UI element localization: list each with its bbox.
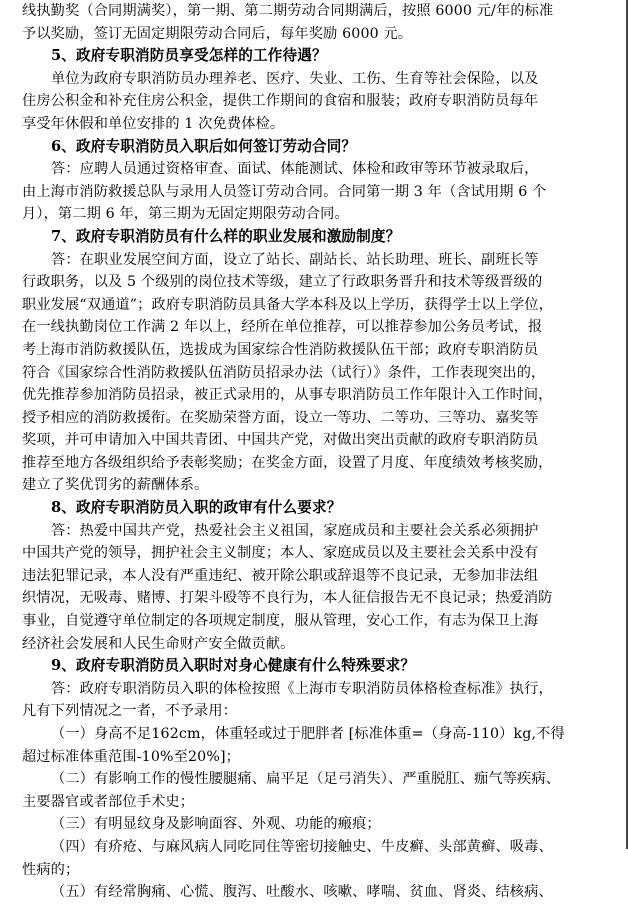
- paragraph-line: 职业发展“双通道”；政府专职消防员具备大学本科及以上学历，获得学士以上学位，: [22, 296, 553, 313]
- section-heading: 9、政府专职消防员入职时对身心健康有什么特殊要求？: [51, 657, 416, 675]
- paragraph-line: 行政职务，以及 5 个级别的岗位技术等级，建立了行政职务晋升和技术等级晋级的: [22, 274, 543, 291]
- paragraph-line: （二）有影响工作的慢性腰腿痛、扁平足（足弓消失）、严重脱肛、痂气等疾病、: [51, 771, 561, 788]
- section-heading: 7、政府专职消防员有什么样的职业发展和激励制度？: [51, 227, 401, 245]
- paragraph-line: 超过标准体重范围-10%至20%]；: [22, 748, 240, 765]
- paragraph-line: 主要器官或者部位手术史；: [22, 793, 195, 810]
- paragraph-line: 经济社会发展和人民生命财产安全做贡献。: [22, 635, 295, 652]
- paragraph-line: （三）有明显纹身及影响面容、外观、功能的瘢痕；: [51, 816, 381, 833]
- paragraph-line: 由上海市消防救援总队与录用人员签订劳动合同。合同第一期 3 年（含试用期 6 个: [22, 183, 547, 200]
- paragraph-line: （四）有疥疮、与麻风病人同吃同住等密切接触史、牛皮癣、头部黄癣、吸毒、: [51, 838, 553, 855]
- paragraph-line: 符合《国家综合性消防救援队伍消防员招录办法（试行）》条件，工作表现突出的，: [22, 364, 546, 381]
- paragraph-line: 织情况，无吸毒、赌博、打架斗殴等不良行为，本人征信报告无不良记录；热爱消防: [22, 590, 553, 607]
- paragraph-line: 授予相应的消防救援衔。在奖励荣誉方面，设立一等功、二等功、三等功、嘉奖等: [22, 409, 539, 426]
- paragraph-line: 奖项，并可申请加入中国共青团、中国共产党，对做出突出贡献的政府专职消防员: [22, 432, 539, 449]
- paragraph-line: 建立了奖优罚劣的薪酬体系。: [22, 477, 209, 494]
- paragraph-line: 推荐至地方各级组织给予表彰奖励；在奖金方面，设置了月度、年度绩效考核奖励，: [22, 454, 553, 471]
- paragraph-line: （五）有经常胸痛、心慌、腹泻、吐酸水、咳嗽、哮喘、贫血、肾炎、结核病、: [51, 884, 553, 901]
- paragraph-line: 在一线执勤岗位工作满 2 年以上，经所在单位推荐，可以推荐参加公务员考试，报: [22, 319, 543, 336]
- paragraph-line: 线执勤奖（合同期满奖），第一期、第二期劳动合同期满后，按照 6000 元/年的标准: [22, 3, 554, 19]
- paragraph-line: 优先推荐参加消防员招录，被正式录用的，从事专职消防员工作年限计入工作时间，: [22, 387, 553, 404]
- paragraph-line: 性病的；: [22, 861, 80, 878]
- paragraph-line: 答：应聘人员通过资格审查、面试、体能测试、体检和政审等环节被录取后，: [51, 161, 539, 178]
- section-heading: 5、政府专职消防员享受怎样的工作待遇？: [51, 47, 327, 65]
- paragraph-line: 事业，自觉遵守单位制定的各项规定制度，服从管理，安心工作，有志为保卫上海: [22, 613, 539, 630]
- section-heading: 8、政府专职消防员入职的政审有什么要求？: [51, 499, 342, 517]
- paragraph-line: 住房公积金和补充住房公积金，提供工作期间的食宿和服装；政府专职消防员每年: [22, 93, 539, 110]
- paragraph-line: 答：政府专职消防员入职的体检按照《上海市专职消防员体格检查标准》执行，: [51, 680, 553, 697]
- paragraph-line: 违法犯罪记录，本人没有严重违纪、被开除公职或辞退等不良记录，无参加非法组: [22, 567, 539, 584]
- paragraph-line: 单位为政府专职消防员办理养老、医疗、失业、工伤、生育等社会保险，以及: [51, 70, 539, 87]
- paragraph-line: 予以奖励，签订无固定期限劳动合同后，每年奖励 6000 元。: [22, 25, 413, 42]
- paragraph-line: 月），第二期 6 年，第三期为无固定期限劳动合同。: [22, 206, 349, 223]
- paragraph-line: 享受年休假和单位安排的 1 次免费体检。: [22, 115, 285, 132]
- paragraph-line: 考上海市消防救援队伍，选拔成为国家综合性消防救援队伍干部；政府专职消防员: [22, 341, 539, 358]
- paragraph-line: 答：热爱中国共产党，热爱社会主义祖国，家庭成员和主要社会关系必须拥护: [51, 522, 539, 539]
- paragraph-line: （一）身高不足162cm，体重轻或过于肥胖者 [标准体重=（身高-110）kg,不得: [51, 726, 565, 742]
- paragraph-line: 中国共产党的领导，拥护社会主义制度；本人、家庭成员以及主要社会关系中没有: [22, 545, 539, 562]
- paragraph-line: 答：在职业发展空间方面，设立了站长、副站长、站长助理、班长、副班长等: [51, 251, 539, 268]
- section-heading: 6、政府专职消防员入职后如何签订劳动合同？: [51, 137, 357, 155]
- paragraph-line: 凡有下列情况之一者，不予录用：: [22, 703, 238, 720]
